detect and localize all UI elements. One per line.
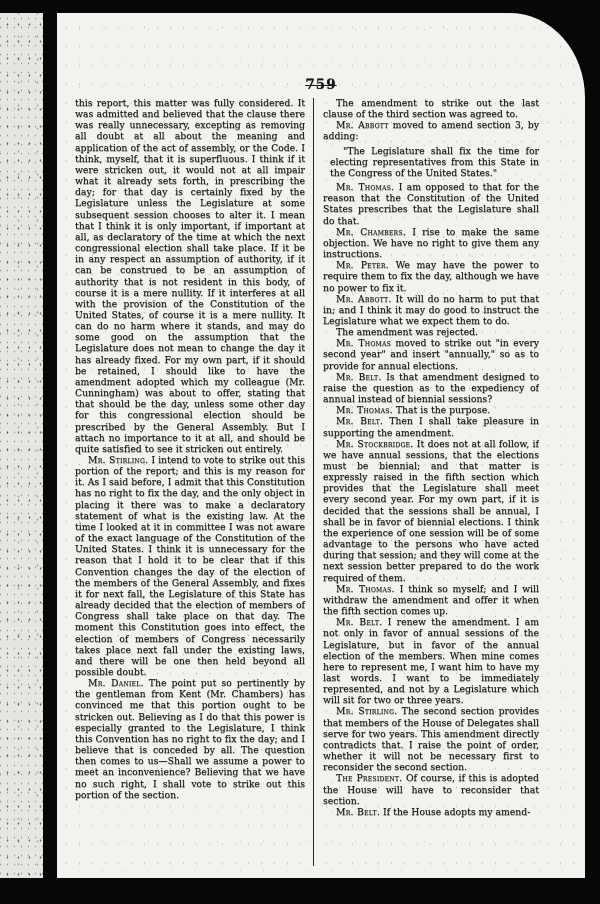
paragraph: Mr. Chambers. I rise to make the same objection. We have no right to give them any instructions. bbox=[323, 226, 539, 261]
paragraph: Mr. Stirling. I intend to vote to strike out this portion of the report; and this is my reason for it. As I said before, I admit that this Constitution has no right to fix the day, and the only object in placing it there was to make a declaratory statement of what is the existing law. At the time I looked at it in committee I was not aware of the exact language of the Constitution of the United States. I think it is unnecessary for the reason that I hold it to be clear that if this Convention changes the day of the election of the members of the General Assembly, and fixes it for next fall, the Legislature of this State has already decided that the election of members of Congress shall take place on that day. The moment this Constitution goes into effect, the election of members of Congress necessarily takes place next fall under the existing laws, and there will be one then held beyond all possible doubt. bbox=[75, 455, 305, 678]
paragraph: Mr. Thomas. I think so myself; and I will withdraw the amendment and offer it when the fifth section comes up. bbox=[323, 583, 539, 618]
paragraph: Mr. Daniel. The point put so pertinently by the gentleman from Kent (Mr. Chambers) has convinced me that this portion ought to be stricken out. Believing as I do that this power is especially granted to the Legislature, I think this Convention has no right to fix the day; and I believe that is conceded by all. The question then comes to us—Shall we assume a power to meet an inconvenience? Believing that we have no such right, I shall vote to strike out this portion of the section. bbox=[75, 678, 305, 801]
paragraph: Mr. Stockbridge. It does not at all follow, if we have annual sessions, that the elections must be biennial; and that matter is expressly raised in the fifth section which provides that the Legislature shall meet every second year. For my own part, if it is decided that the sessions shall be annual, I shall be in favor of biennial elections. I think the experience of one session will be of some advantage to the persons who have acted during that session; and they will come at the next session better prepared to do the work required of them. bbox=[323, 438, 539, 584]
paragraph: Mr. Thomas moved to strike out "in every second year" and insert "annually," so as to provide for annual elections. bbox=[323, 338, 539, 372]
paragraph: The President. Of course, if this is adopted the House will have to reconsider that section. bbox=[323, 773, 539, 807]
speaker-name: Mr. Daniel. bbox=[88, 678, 144, 690]
paragraph: Mr. Belt. Is that amendment designed to raise the question as to the expediency of annual instead of biennial sessions? bbox=[323, 371, 539, 406]
right-column bbox=[323, 98, 539, 870]
paragraph: Mr. Thomas. That is the purpose. bbox=[336, 405, 491, 417]
speaker-name: Mr. Stirling. bbox=[336, 706, 398, 718]
amendment-quote: "The Legislature shall fix the time for electing representatives from this State in the Congress of the United States." bbox=[330, 145, 539, 179]
speaker-name: Mr. Stirling. bbox=[88, 455, 149, 466]
paragraph: Mr. Belt. I renew the amendment. I am not only in favor of annual sessions of the Legislature, but in favor of the annual election of the members. When mine comes here to represent me, I want him to have my last words. I want to be immediately represented, and not by a Legislature which will sit for two or three years. bbox=[323, 617, 539, 707]
speaker-name: Mr. Belt. bbox=[336, 416, 384, 428]
left-column bbox=[75, 98, 305, 870]
scan-left-margin-strip bbox=[0, 13, 43, 878]
paragraph: Mr. Belt. Then I shall take pleasure in supporting the amendment. bbox=[323, 416, 539, 439]
paragraph: Mr. Thomas. I am opposed to that for the reason that the Constitution of the United States prescribes that the Legislature shall do that. bbox=[323, 182, 539, 227]
paragraph: Mr. Belt. If the House adopts my amend- bbox=[336, 806, 531, 818]
speaker-name: Mr. Thomas. bbox=[336, 405, 393, 417]
speaker-name: Mr. Belt. bbox=[336, 617, 383, 629]
speaker-name: Mr. Belt. bbox=[336, 371, 382, 383]
speaker-name: Mr. Thomas. bbox=[336, 583, 395, 595]
speaker-name: Mr. Thomas. bbox=[336, 182, 395, 194]
book-page bbox=[57, 13, 585, 878]
speaker-name: Mr. Chambers. bbox=[336, 226, 406, 238]
text-columns bbox=[57, 98, 585, 870]
paragraph: The amendment was rejected. bbox=[336, 327, 479, 339]
paragraph: Mr. Stirling. The second section provides that members of the House of Delegates shall serve for two years. This amendment directly contradicts that. I raise the point of order, whether it will not be necessary first to reconsider the second section. bbox=[323, 706, 539, 774]
speaker-name: Mr. Abbott. bbox=[336, 293, 392, 305]
speaker-name: Mr. Thomas bbox=[336, 338, 392, 350]
speaker-name: Mr. Stockbridge. bbox=[336, 438, 414, 450]
speaker-name: The President. bbox=[336, 773, 403, 785]
paragraph: this report, this matter was fully considered. It was admitted and believed that the clause there was really unnecessary, excepting as removing all doubt at all about the meaning and application of the act of assembly, or the Code. I think, myself, that it is superfluous. I think if it were stricken out, it would not at all impair what it already sets forth, in prescribing the day; for that day is certainly fixed by the Legislature unless the Legislature at some subsequent session chooses to alter it. I mean that I think it is only important, if important at all, as declaratory of the time at which the next congressional election shall take place. If it be in any respect an assumption of authority, if it can be construed to be an assumption of authority that is not resident in this body, of course it is a mere nullity. If it interferes at all with the provision of the Constitution of the United States, of course it is a mere nullity. It can do no harm where it stands, and may do some good on the assumption that the Legislature does not mean to change the day it has already fixed. For my own part, if it should be retained, I should like to have the amendment adopted which my colleague (Mr. Cunningham) was about to offer, stating that that should be the day, unless some other day for this congressional election should be prescribed by the General Assembly. But I attach no importance to it at all, and should be quite satisfied to see it stricken out entirely. bbox=[75, 98, 305, 455]
paragraph: Mr. Abbott. It will do no harm to put that in; and I think it may do good to instruct the Legislature what we expect them to do. bbox=[323, 293, 539, 327]
column-divider-rule bbox=[313, 98, 314, 866]
paragraph: Mr. Peter. We may have the power to require them to fix the day, although we have no power to fix it. bbox=[323, 260, 539, 294]
speaker-name: Mr. Peter. bbox=[336, 260, 389, 272]
speaker-name: Mr. Abbott bbox=[336, 120, 389, 132]
paragraph: The amendment to strike out the last clause of the third section was agreed to. bbox=[323, 98, 539, 121]
page-number: 759 bbox=[305, 77, 337, 93]
speaker-name: Mr. Belt. bbox=[336, 806, 381, 818]
paragraph: Mr. Abbott moved to amend section 3, by adding: bbox=[323, 120, 539, 143]
